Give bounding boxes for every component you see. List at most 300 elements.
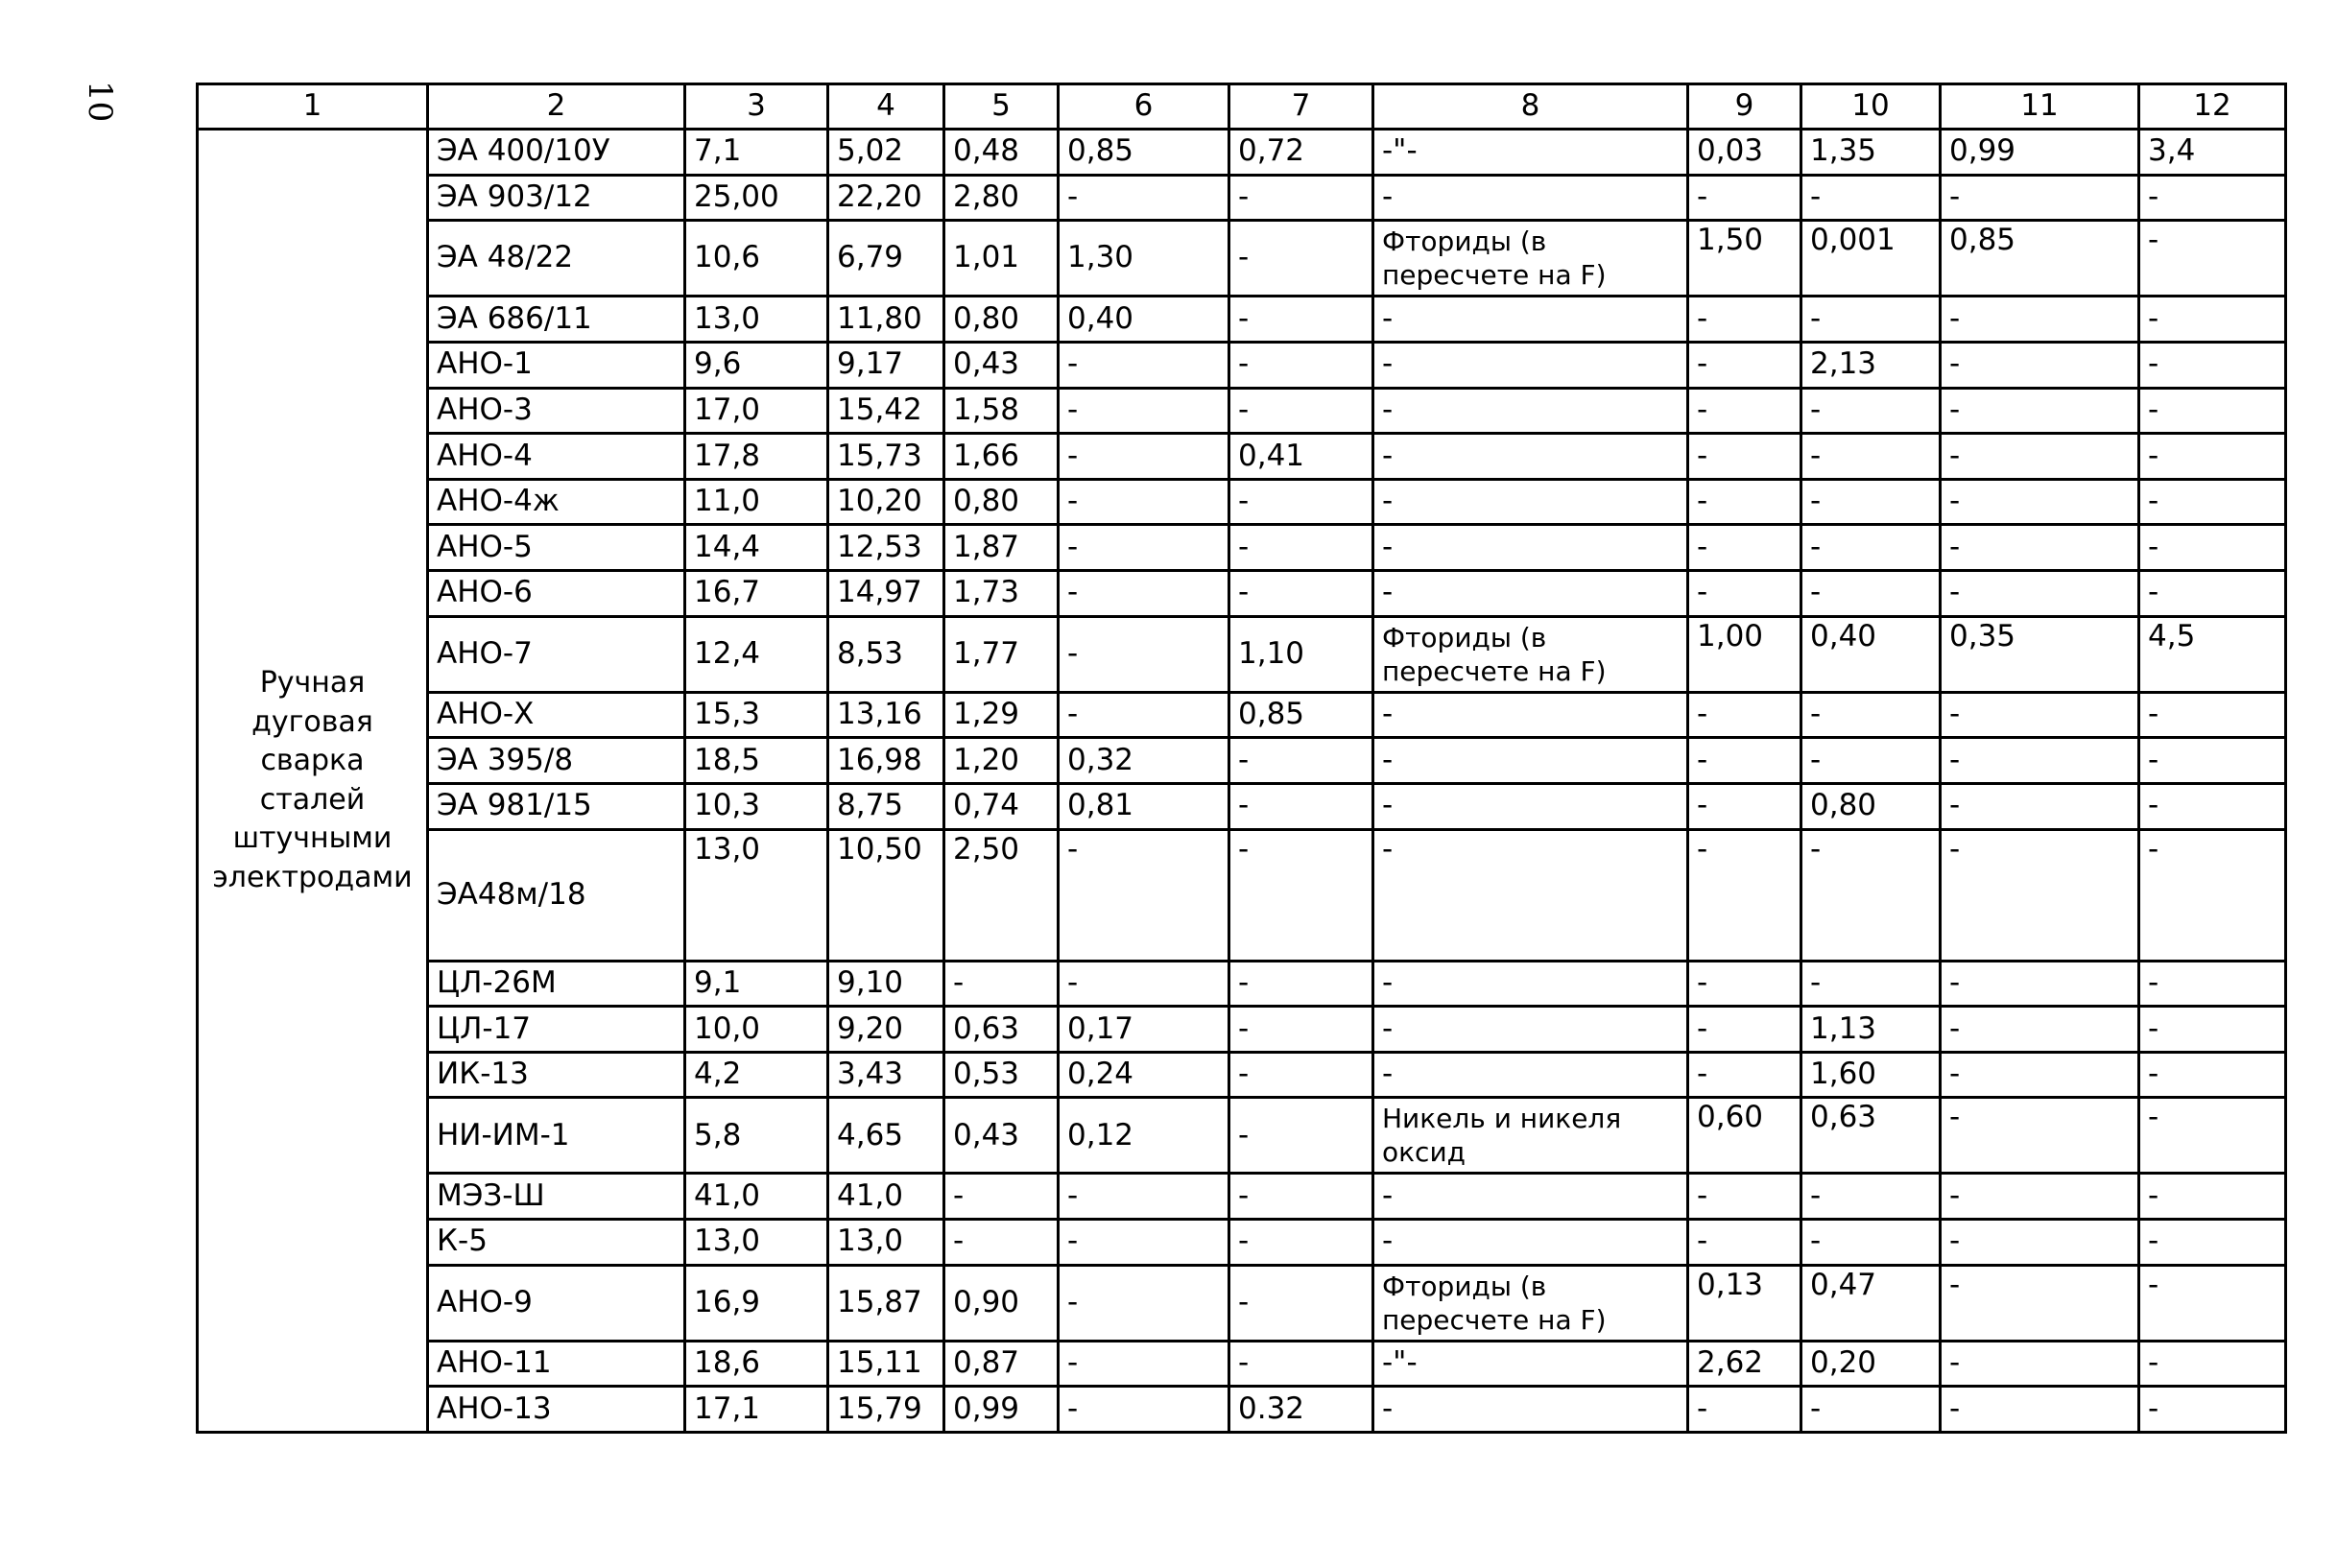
cell-col-11: 0,85: [1941, 221, 2139, 297]
cell-col-6: -: [1059, 388, 1229, 434]
cell-col-9: 0,03: [1688, 130, 1801, 176]
cell-col-11: -: [1941, 1098, 2139, 1174]
cell-col-10: -: [1801, 738, 1941, 784]
cell-col-4: 14,97: [828, 571, 944, 617]
cell-col-3: 7,1: [685, 130, 828, 176]
cell-col-4: 15,79: [828, 1387, 944, 1433]
electrode-grade-cell: ЭА 981/15: [428, 783, 685, 829]
cell-col-11: -: [1941, 783, 2139, 829]
cell-col-4: 9,20: [828, 1007, 944, 1053]
cell-col-5: 0,74: [944, 783, 1059, 829]
cell-col-8: -: [1373, 342, 1688, 388]
cell-col-10: 0,80: [1801, 783, 1941, 829]
cell-col-5: 0,90: [944, 1265, 1059, 1341]
cell-col-12: -: [2139, 961, 2286, 1007]
cell-col-7: 1,10: [1229, 616, 1373, 692]
cell-col-12: -: [2139, 1052, 2286, 1098]
electrode-grade-cell: ЦЛ-17: [428, 1007, 685, 1053]
cell-col-9: -: [1688, 388, 1801, 434]
cell-col-4: 15,42: [828, 388, 944, 434]
electrode-grade-cell: МЭЗ-Ш: [428, 1174, 685, 1220]
cell-col-7: -: [1229, 388, 1373, 434]
cell-col-3: 16,9: [685, 1265, 828, 1341]
cell-col-3: 5,8: [685, 1098, 828, 1174]
electrode-grade-cell: АНО-4ж: [428, 479, 685, 525]
cell-col-9: -: [1688, 1007, 1801, 1053]
cell-col-4: 8,75: [828, 783, 944, 829]
cell-col-4: 16,98: [828, 738, 944, 784]
table-row: [198, 1052, 2286, 1098]
cell-col-7: -: [1229, 1220, 1373, 1266]
cell-col-5: 0,87: [944, 1341, 1059, 1387]
cell-col-9: -: [1688, 1052, 1801, 1098]
cell-col-3: 4,2: [685, 1052, 828, 1098]
cell-col-4: 41,0: [828, 1174, 944, 1220]
cell-col-7: -: [1229, 1098, 1373, 1174]
cell-col-6: -: [1059, 961, 1229, 1007]
cell-col-11: -: [1941, 1007, 2139, 1053]
cell-col-12: -: [2139, 479, 2286, 525]
cell-col-7: -: [1229, 1341, 1373, 1387]
cell-col-4: 13,16: [828, 692, 944, 738]
cell-col-11: -: [1941, 1174, 2139, 1220]
cell-col-9: -: [1688, 1220, 1801, 1266]
cell-col-6: -: [1059, 342, 1229, 388]
column-header-8: 8: [1373, 84, 1688, 130]
cell-col-3: 18,6: [685, 1341, 828, 1387]
cell-col-9: -: [1688, 829, 1801, 961]
column-header-11: 11: [1941, 84, 2139, 130]
cell-col-5: 0,43: [944, 342, 1059, 388]
cell-col-8: -: [1373, 388, 1688, 434]
cell-col-12: -: [2139, 175, 2286, 221]
cell-col-12: -: [2139, 434, 2286, 480]
column-header-5: 5: [944, 84, 1059, 130]
table-row: [198, 175, 2286, 221]
table-row: [198, 1265, 2286, 1341]
electrode-grade-cell: АНО-13: [428, 1387, 685, 1433]
cell-col-8: -: [1373, 1387, 1688, 1433]
cell-col-12: -: [2139, 829, 2286, 961]
cell-col-8: Фториды (в пересчете на F): [1373, 1265, 1688, 1341]
cell-col-10: 0,20: [1801, 1341, 1941, 1387]
cell-col-10: 2,13: [1801, 342, 1941, 388]
cell-col-6: -: [1059, 1220, 1229, 1266]
cell-col-12: -: [2139, 1098, 2286, 1174]
cell-col-12: -: [2139, 1007, 2286, 1053]
cell-col-12: -: [2139, 1174, 2286, 1220]
cell-col-5: 1,58: [944, 388, 1059, 434]
table-row: [198, 738, 2286, 784]
cell-col-10: 1,60: [1801, 1052, 1941, 1098]
cell-col-8: -: [1373, 479, 1688, 525]
cell-col-4: 10,50: [828, 829, 944, 961]
cell-col-12: -: [2139, 1341, 2286, 1387]
cell-col-12: 4,5: [2139, 616, 2286, 692]
cell-col-10: -: [1801, 571, 1941, 617]
cell-col-5: 2,50: [944, 829, 1059, 961]
table-row: [198, 829, 2286, 961]
table-row: [198, 1387, 2286, 1433]
table-row: [198, 388, 2286, 434]
cell-col-4: 8,53: [828, 616, 944, 692]
cell-col-7: -: [1229, 297, 1373, 343]
cell-col-4: 4,65: [828, 1098, 944, 1174]
column-header-3: 3: [685, 84, 828, 130]
cell-col-10: -: [1801, 692, 1941, 738]
table-row: [198, 571, 2286, 617]
cell-col-5: 1,87: [944, 525, 1059, 571]
cell-col-7: -: [1229, 342, 1373, 388]
cell-col-4: 15,11: [828, 1341, 944, 1387]
cell-col-3: 9,1: [685, 961, 828, 1007]
cell-col-4: 6,79: [828, 221, 944, 297]
cell-col-3: 18,5: [685, 738, 828, 784]
cell-col-11: -: [1941, 829, 2139, 961]
cell-col-8: -: [1373, 1052, 1688, 1098]
cell-col-6: -: [1059, 571, 1229, 617]
cell-col-7: -: [1229, 175, 1373, 221]
cell-col-10: -: [1801, 1174, 1941, 1220]
cell-col-11: -: [1941, 525, 2139, 571]
cell-col-6: 0,85: [1059, 130, 1229, 176]
cell-col-9: -: [1688, 783, 1801, 829]
cell-col-9: -: [1688, 1387, 1801, 1433]
cell-col-4: 12,53: [828, 525, 944, 571]
cell-col-12: -: [2139, 1220, 2286, 1266]
cell-col-6: -: [1059, 434, 1229, 480]
table-row: [198, 1098, 2286, 1174]
cell-col-4: 22,20: [828, 175, 944, 221]
electrode-grade-cell: К-5: [428, 1220, 685, 1266]
cell-col-11: -: [1941, 1052, 2139, 1098]
cell-col-10: 0,63: [1801, 1098, 1941, 1174]
cell-col-8: Никель и никеля оксид: [1373, 1098, 1688, 1174]
cell-col-4: 15,87: [828, 1265, 944, 1341]
cell-col-5: 1,73: [944, 571, 1059, 617]
cell-col-7: -: [1229, 738, 1373, 784]
cell-col-8: -: [1373, 1220, 1688, 1266]
cell-col-4: 10,20: [828, 479, 944, 525]
cell-col-11: -: [1941, 692, 2139, 738]
cell-col-9: 0,60: [1688, 1098, 1801, 1174]
cell-col-9: -: [1688, 738, 1801, 784]
cell-col-8: -: [1373, 1007, 1688, 1053]
cell-col-12: -: [2139, 1387, 2286, 1433]
electrode-grade-cell: АНО-4: [428, 434, 685, 480]
cell-col-5: 0,80: [944, 479, 1059, 525]
cell-col-12: -: [2139, 525, 2286, 571]
cell-col-3: 11,0: [685, 479, 828, 525]
cell-col-12: -: [2139, 221, 2286, 297]
electrode-grade-cell: АНО-7: [428, 616, 685, 692]
cell-col-6: -: [1059, 525, 1229, 571]
cell-col-9: -: [1688, 692, 1801, 738]
cell-col-9: 2,62: [1688, 1341, 1801, 1387]
cell-col-5: 1,20: [944, 738, 1059, 784]
cell-col-11: 0,35: [1941, 616, 2139, 692]
cell-col-3: 15,3: [685, 692, 828, 738]
cell-col-5: 0,48: [944, 130, 1059, 176]
cell-col-6: -: [1059, 829, 1229, 961]
cell-col-12: -: [2139, 738, 2286, 784]
table-row: [198, 783, 2286, 829]
cell-col-6: 0,24: [1059, 1052, 1229, 1098]
cell-col-4: 5,02: [828, 130, 944, 176]
cell-col-11: -: [1941, 1387, 2139, 1433]
cell-col-9: -: [1688, 175, 1801, 221]
cell-col-3: 14,4: [685, 525, 828, 571]
cell-col-12: -: [2139, 297, 2286, 343]
cell-col-8: -: [1373, 829, 1688, 961]
cell-col-9: -: [1688, 525, 1801, 571]
cell-col-7: -: [1229, 961, 1373, 1007]
table-row: [198, 616, 2286, 692]
cell-col-5: 2,80: [944, 175, 1059, 221]
cell-col-9: -: [1688, 1174, 1801, 1220]
cell-col-12: -: [2139, 342, 2286, 388]
cell-col-7: 0,41: [1229, 434, 1373, 480]
cell-col-11: -: [1941, 1220, 2139, 1266]
electrode-grade-cell: ЭА48м/18: [428, 829, 685, 961]
cell-col-11: -: [1941, 1341, 2139, 1387]
emissions-table: [196, 83, 2287, 1434]
electrode-grade-cell: АНО-3: [428, 388, 685, 434]
cell-col-3: 13,0: [685, 297, 828, 343]
cell-col-11: -: [1941, 297, 2139, 343]
cell-col-3: 25,00: [685, 175, 828, 221]
cell-col-8: Фториды (в пересчете на F): [1373, 616, 1688, 692]
header-row: [198, 84, 2286, 130]
cell-col-4: 3,43: [828, 1052, 944, 1098]
cell-col-5: 1,29: [944, 692, 1059, 738]
cell-col-12: -: [2139, 783, 2286, 829]
column-header-9: 9: [1688, 84, 1801, 130]
cell-col-5: -: [944, 961, 1059, 1007]
cell-col-6: -: [1059, 616, 1229, 692]
cell-col-3: 16,7: [685, 571, 828, 617]
cell-col-11: -: [1941, 342, 2139, 388]
electrode-grade-cell: АНО-Х: [428, 692, 685, 738]
cell-col-6: 1,30: [1059, 221, 1229, 297]
cell-col-12: -: [2139, 692, 2286, 738]
cell-col-10: -: [1801, 525, 1941, 571]
cell-col-5: 1,66: [944, 434, 1059, 480]
cell-col-3: 17,8: [685, 434, 828, 480]
cell-col-10: 0,40: [1801, 616, 1941, 692]
cell-col-7: -: [1229, 1174, 1373, 1220]
cell-col-11: -: [1941, 434, 2139, 480]
cell-col-8: -: [1373, 175, 1688, 221]
electrode-grade-cell: ЭА 48/22: [428, 221, 685, 297]
cell-col-4: 9,17: [828, 342, 944, 388]
cell-col-11: -: [1941, 1265, 2139, 1341]
cell-col-7: -: [1229, 1007, 1373, 1053]
cell-col-5: 0,99: [944, 1387, 1059, 1433]
cell-col-11: -: [1941, 961, 2139, 1007]
electrode-grade-cell: АНО-6: [428, 571, 685, 617]
table-row: [198, 525, 2286, 571]
cell-col-11: 0,99: [1941, 130, 2139, 176]
cell-col-5: 1,01: [944, 221, 1059, 297]
electrode-grade-cell: ЭА 400/10У: [428, 130, 685, 176]
cell-col-6: -: [1059, 692, 1229, 738]
table-row: [198, 692, 2286, 738]
cell-col-8: -: [1373, 738, 1688, 784]
table-row: [198, 1174, 2286, 1220]
cell-col-7: -: [1229, 221, 1373, 297]
cell-col-3: 17,0: [685, 388, 828, 434]
cell-col-8: -: [1373, 692, 1688, 738]
cell-col-7: -: [1229, 479, 1373, 525]
column-header-6: 6: [1059, 84, 1229, 130]
column-header-1: 1: [198, 84, 428, 130]
cell-col-12: -: [2139, 1265, 2286, 1341]
cell-col-10: -: [1801, 829, 1941, 961]
table-row: [198, 961, 2286, 1007]
table-row: [198, 221, 2286, 297]
cell-col-8: -"-: [1373, 130, 1688, 176]
cell-col-9: 1,50: [1688, 221, 1801, 297]
cell-col-7: -: [1229, 783, 1373, 829]
electrode-grade-cell: ИК-13: [428, 1052, 685, 1098]
electrode-grade-cell: АНО-11: [428, 1341, 685, 1387]
cell-col-9: -: [1688, 342, 1801, 388]
cell-col-9: -: [1688, 571, 1801, 617]
electrode-grade-cell: ЦЛ-26М: [428, 961, 685, 1007]
cell-col-9: -: [1688, 297, 1801, 343]
cell-col-10: -: [1801, 297, 1941, 343]
cell-col-6: 0,17: [1059, 1007, 1229, 1053]
cell-col-11: -: [1941, 479, 2139, 525]
cell-col-8: -"-: [1373, 1341, 1688, 1387]
cell-col-3: 10,3: [685, 783, 828, 829]
table-row: [198, 1341, 2286, 1387]
cell-col-3: 10,0: [685, 1007, 828, 1053]
cell-col-6: 0,40: [1059, 297, 1229, 343]
column-header-4: 4: [828, 84, 944, 130]
cell-col-6: -: [1059, 1387, 1229, 1433]
table-row: [198, 1007, 2286, 1053]
cell-col-7: 0.32: [1229, 1387, 1373, 1433]
cell-col-5: 0,63: [944, 1007, 1059, 1053]
cell-col-12: -: [2139, 388, 2286, 434]
cell-col-8: -: [1373, 434, 1688, 480]
cell-col-5: 0,53: [944, 1052, 1059, 1098]
cell-col-9: -: [1688, 434, 1801, 480]
cell-col-6: 0,81: [1059, 783, 1229, 829]
cell-col-10: -: [1801, 961, 1941, 1007]
electrode-grade-cell: ЭА 395/8: [428, 738, 685, 784]
cell-col-7: 0,85: [1229, 692, 1373, 738]
cell-col-8: -: [1373, 1174, 1688, 1220]
electrode-grade-cell: НИ-ИМ-1: [428, 1098, 685, 1174]
cell-col-4: 9,10: [828, 961, 944, 1007]
table-row: [198, 434, 2286, 480]
cell-col-8: -: [1373, 297, 1688, 343]
column-header-2: 2: [428, 84, 685, 130]
cell-col-10: 1,13: [1801, 1007, 1941, 1053]
table-row: [198, 342, 2286, 388]
cell-col-10: 0,001: [1801, 221, 1941, 297]
cell-col-7: -: [1229, 1265, 1373, 1341]
cell-col-6: -: [1059, 479, 1229, 525]
cell-col-3: 9,6: [685, 342, 828, 388]
table-row: [198, 130, 2286, 176]
cell-col-9: -: [1688, 479, 1801, 525]
process-name-cell: Ручная дуговая сварка сталей штучными электродами: [198, 130, 428, 1433]
column-header-12: 12: [2139, 84, 2286, 130]
cell-col-9: -: [1688, 961, 1801, 1007]
table-body: [198, 130, 2286, 1433]
cell-col-10: -: [1801, 1220, 1941, 1266]
cell-col-5: -: [944, 1174, 1059, 1220]
electrode-grade-cell: АНО-5: [428, 525, 685, 571]
cell-col-4: 15,73: [828, 434, 944, 480]
cell-col-5: -: [944, 1220, 1059, 1266]
cell-col-10: -: [1801, 1387, 1941, 1433]
cell-col-3: 13,0: [685, 829, 828, 961]
table-row: [198, 297, 2286, 343]
cell-col-7: -: [1229, 571, 1373, 617]
cell-col-6: 0,32: [1059, 738, 1229, 784]
cell-col-9: 0,13: [1688, 1265, 1801, 1341]
cell-col-5: 1,77: [944, 616, 1059, 692]
cell-col-11: -: [1941, 175, 2139, 221]
cell-col-8: -: [1373, 961, 1688, 1007]
cell-col-6: -: [1059, 1265, 1229, 1341]
cell-col-6: -: [1059, 1341, 1229, 1387]
page-number: 10: [81, 81, 119, 123]
electrode-grade-cell: АНО-9: [428, 1265, 685, 1341]
cell-col-3: 41,0: [685, 1174, 828, 1220]
cell-col-6: 0,12: [1059, 1098, 1229, 1174]
column-header-7: 7: [1229, 84, 1373, 130]
cell-col-8: -: [1373, 783, 1688, 829]
cell-col-6: -: [1059, 1174, 1229, 1220]
cell-col-9: 1,00: [1688, 616, 1801, 692]
cell-col-10: 0,47: [1801, 1265, 1941, 1341]
cell-col-11: -: [1941, 571, 2139, 617]
cell-col-8: -: [1373, 525, 1688, 571]
cell-col-8: Фториды (в пересчете на F): [1373, 221, 1688, 297]
cell-col-6: -: [1059, 175, 1229, 221]
cell-col-7: -: [1229, 1052, 1373, 1098]
table-row: [198, 1220, 2286, 1266]
cell-col-3: 10,6: [685, 221, 828, 297]
cell-col-3: 12,4: [685, 616, 828, 692]
cell-col-7: -: [1229, 829, 1373, 961]
cell-col-10: -: [1801, 388, 1941, 434]
cell-col-5: 0,43: [944, 1098, 1059, 1174]
cell-col-10: -: [1801, 175, 1941, 221]
cell-col-10: -: [1801, 479, 1941, 525]
cell-col-8: -: [1373, 571, 1688, 617]
cell-col-4: 13,0: [828, 1220, 944, 1266]
cell-col-3: 17,1: [685, 1387, 828, 1433]
table-row: [198, 479, 2286, 525]
cell-col-7: -: [1229, 525, 1373, 571]
cell-col-11: -: [1941, 738, 2139, 784]
cell-col-4: 11,80: [828, 297, 944, 343]
cell-col-11: -: [1941, 388, 2139, 434]
cell-col-7: 0,72: [1229, 130, 1373, 176]
cell-col-12: 3,4: [2139, 130, 2286, 176]
electrode-grade-cell: АНО-1: [428, 342, 685, 388]
cell-col-3: 13,0: [685, 1220, 828, 1266]
cell-col-12: -: [2139, 571, 2286, 617]
column-header-10: 10: [1801, 84, 1941, 130]
